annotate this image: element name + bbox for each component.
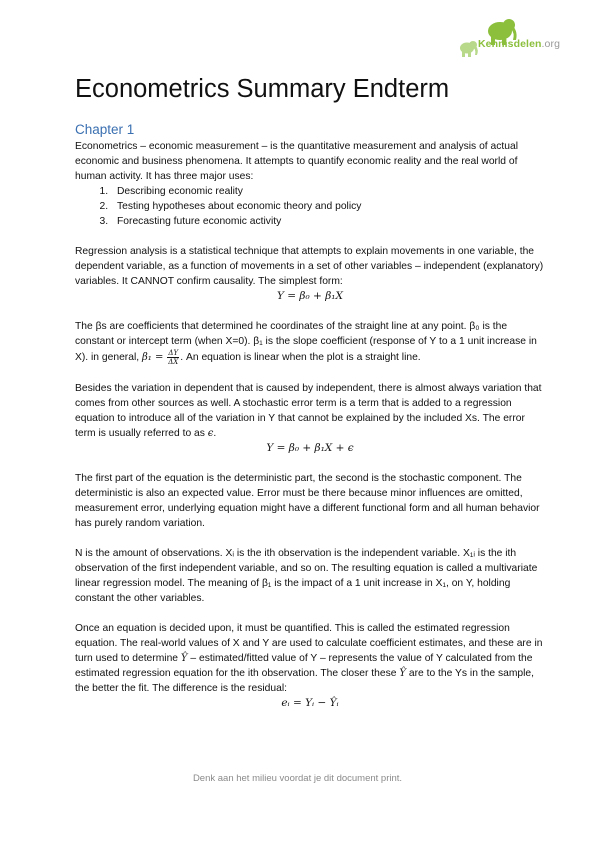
equation-residual: eᵢ = Yᵢ − Ŷᵢ	[281, 697, 339, 709]
paragraph-estimated	[75, 621, 545, 696]
paragraph-coefficients-text: The βs are coefficients that determined he coordinates of the straight line at any point. β₀ is the constant or intercept term (when X=0). β₁ is the slope coefficient (response of Y to a 1 unit increase in X). in general,	[75, 321, 537, 364]
y-hat-symbol: Ŷ	[399, 668, 406, 679]
epsilon-symbol: ϵ	[207, 428, 214, 439]
paragraph-estimated-mid: – estimated/fitted value of Y – represents the value of Y calculated from the estimated regression equation for the ith observation. The closer these	[75, 653, 533, 679]
paragraph-error-term-tail: .	[213, 428, 217, 439]
chapter-heading: Chapter 1	[75, 122, 135, 137]
paragraph-coefficients-tail: . An equation is linear when the plot is a straight line.	[180, 352, 421, 364]
logo-text	[478, 38, 560, 50]
paragraph-estimated-tail: are to the Ys in the sample, the better the fit. The difference is the residual:	[75, 668, 535, 694]
paragraph-econometrics: Econometrics – economic measurement – is the quantitative measurement and analysis of actual economic and business phenomena. It attempts to quantify economic reality and the real world of human activity. It has three major uses:	[75, 141, 518, 182]
y-hat-symbol: Ŷ	[180, 653, 188, 664]
document-body	[75, 121, 545, 711]
list-item: 1. Describing economic reality	[111, 184, 545, 199]
paragraph-regression: Regression analysis is a statistical technique that attempts to explain movements in one variable, the dependent variable, as a function of movements in a set of other variables – independent (explanatory) variables. It CANNOT confirm causality. The simplest form:	[75, 246, 544, 287]
footer-note: Denk aan het milieu voordat je dit document print.	[192, 773, 403, 784]
paragraph-error-term-text: Besides the variation in dependent that is caused by independent, there is almost always variation that comes from other sources as well. A stochastic error term is a term that is added to a regression equation to introduce all of the variation in Y that cannot be explained by the included Xs. The error term is usually referred to as	[75, 383, 542, 439]
slope-fraction	[167, 349, 179, 366]
equation-with-error: Y = β₀ + β₁X + ϵ	[266, 442, 354, 454]
equation-simple: Y = β₀ + β₁X	[277, 290, 343, 302]
paragraph-deterministic: The first part of the equation is the deterministic part, the second is the stochastic component. The deterministic is also an expected value. Error must be there because minor influences are omitted, measurement error, underlying equation might have a different functional form and all human behavior has purely random variation.	[75, 473, 540, 529]
kennisdelen-logo	[455, 16, 575, 62]
paragraph-observations: N is the amount of observations. Xᵢ is the ith observation is the independent variable. X₁ᵢ is the ith observation of the first independent variable, and so on. The resulting equation is called a multivariate linear regression model. The meaning of β₁ is the impact of a 1 unit increase in X₁, on Y, holding constant the other variables.	[75, 548, 538, 604]
logo-tld: .org	[541, 38, 561, 50]
paragraph-estimated-text: Once an equation is decided upon, it must be quantified. This is called the estimated regression equation. The real-world values of X and Y are used to calculate coefficient estimates, and these are in turn used to determine	[75, 623, 543, 664]
uses-list	[75, 184, 545, 229]
document-title: Econometrics Summary Endterm	[75, 75, 450, 103]
paragraph-error-term	[75, 381, 545, 441]
list-item: 3. Forecasting future economic activity	[111, 214, 545, 229]
list-item: 2. Testing hypotheses about economic theory and policy	[111, 199, 545, 214]
fraction-numerator: ΔY	[168, 349, 179, 357]
fraction-denominator: ΔX	[168, 358, 179, 366]
logo-brand: Kennisdelen	[478, 38, 542, 50]
slope-formula-lhs: β₁ =	[141, 352, 164, 364]
paragraph-coefficients	[75, 319, 545, 366]
